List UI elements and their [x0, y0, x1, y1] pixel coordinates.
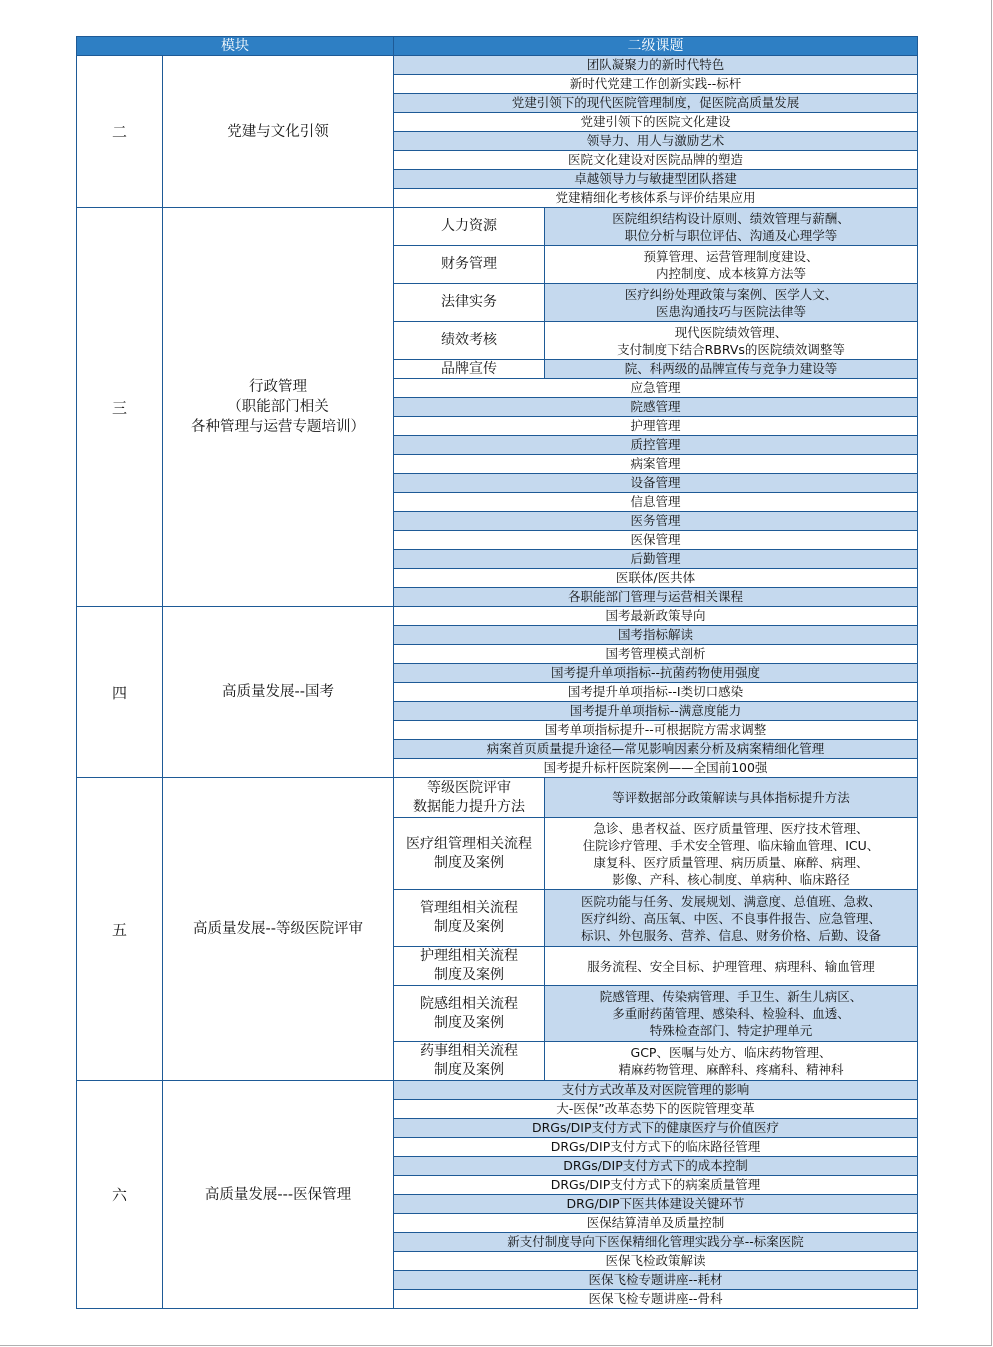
topic-cell: 医保飞检专题讲座--耗材 — [394, 1271, 918, 1290]
topic-cell: DRGs/DIP支付方式下的临床路径管理 — [394, 1138, 918, 1157]
subtopic-detail: 院、科两级的品牌宣传与竞争力建设等 — [545, 360, 918, 379]
subtopic-name: 等级医院评审 数据能力提升方法 — [394, 778, 545, 818]
table-row — [77, 56, 918, 75]
subtopic-detail: 医疗纠纷处理政策与案例、医学人文、 医患沟通技巧与医院法律等 — [545, 284, 918, 322]
topic-cell: 病案首页质量提升途径—常见影响因素分析及病案精细化管理 — [394, 740, 918, 759]
topic-cell: 党建精细化考核体系与评价结果应用 — [394, 189, 918, 208]
section-number: 六 — [77, 1081, 163, 1309]
subtopic-detail: 医院组织结构设计原则、绩效管理与薪酬、 职位分析与职位评估、沟通及心理学等 — [545, 208, 918, 246]
topic-cell: 国考提升单项指标--抗菌药物使用强度 — [394, 664, 918, 683]
topic-cell: 质控管理 — [394, 436, 918, 455]
topic-cell: 新时代党建工作创新实践--标杆 — [394, 75, 918, 94]
topic-cell: 国考提升标杆医院案例——全国前100强 — [394, 759, 918, 778]
topic-cell: 院感管理 — [394, 398, 918, 417]
table-row — [77, 208, 918, 246]
subtopic-name: 人力资源 — [394, 208, 545, 246]
topic-cell: 医院文化建设对医院品牌的塑造 — [394, 151, 918, 170]
topic-cell: 医保结算清单及质量控制 — [394, 1214, 918, 1233]
topic-cell: 各职能部门管理与运营相关课程 — [394, 588, 918, 607]
topic-cell: DRGs/DIP支付方式下的健康医疗与价值医疗 — [394, 1119, 918, 1138]
module-header: 模块 — [77, 37, 394, 56]
subtopic-name: 财务管理 — [394, 246, 545, 284]
topic-cell: 国考单项指标提升--可根据院方需求调整 — [394, 721, 918, 740]
topic-cell: 党建引领下的医院文化建设 — [394, 113, 918, 132]
subtopic-detail: 预算管理、运营管理制度建设、 内控制度、成本核算方法等 — [545, 246, 918, 284]
subtopic-name: 管理组相关流程 制度及案例 — [394, 890, 545, 947]
subtopic-name: 护理组相关流程 制度及案例 — [394, 947, 545, 986]
subtopic-detail: 等评数据部分政策解读与具体指标提升方法 — [545, 778, 918, 818]
topic-cell: 大-医保”改革态势下的医院管理变革 — [394, 1100, 918, 1119]
table-row — [77, 607, 918, 626]
section-number: 四 — [77, 607, 163, 778]
topic-cell: 团队凝聚力的新时代特色 — [394, 56, 918, 75]
topic-cell: 设备管理 — [394, 474, 918, 493]
topic-cell: 新支付制度导向下医保精细化管理实践分享--标案医院 — [394, 1233, 918, 1252]
section-number: 二 — [77, 56, 163, 208]
topic-cell: DRGs/DIP支付方式下的成本控制 — [394, 1157, 918, 1176]
topic-cell: 党建引领下的现代医院管理制度，促医院高质量发展 — [394, 94, 918, 113]
topic-cell: DRG/DIP下医共体建设关键环节 — [394, 1195, 918, 1214]
subtopic-detail: GCP、医嘱与处方、临床药物管理、 精麻药物管理、麻醉科、疼痛科、精神科 — [545, 1042, 918, 1081]
topic-cell: 国考提升单项指标--满意度能力 — [394, 702, 918, 721]
subtopic-name: 法律实务 — [394, 284, 545, 322]
subtopic-name: 品牌宣传 — [394, 360, 545, 379]
topic-cell: 国考提升单项指标--I类切口感染 — [394, 683, 918, 702]
topic-cell: 国考管理模式剖析 — [394, 645, 918, 664]
topic-cell: 医联体/医共体 — [394, 569, 918, 588]
topic-cell: 护理管理 — [394, 417, 918, 436]
course-table — [76, 36, 918, 1309]
topic-cell: 后勤管理 — [394, 550, 918, 569]
topic-cell: 支付方式改革及对医院管理的影响 — [394, 1081, 918, 1100]
topic-cell: 医保飞检政策解读 — [394, 1252, 918, 1271]
section-number: 三 — [77, 208, 163, 607]
topic-cell: 病案管理 — [394, 455, 918, 474]
section-title: 行政管理 （职能部门相关 各种管理与运营专题培训） — [163, 208, 394, 607]
subtopic-name: 药事组相关流程 制度及案例 — [394, 1042, 545, 1081]
topic-cell: 医务管理 — [394, 512, 918, 531]
topic-cell: 医保飞检专题讲座--骨科 — [394, 1290, 918, 1309]
topic-cell: 国考指标解读 — [394, 626, 918, 645]
header-row — [77, 37, 918, 56]
section-title: 高质量发展--等级医院评审 — [163, 778, 394, 1081]
subtopic-detail: 急诊、患者权益、医疗质量管理、医疗技术管理、 住院诊疗管理、手术安全管理、临床输血管理、ICU、 康复科、医疗质量管理、病历质量、麻醉、病理、 影像、产科、核心制度、单病种、临床路径 — [545, 818, 918, 890]
subtopic-name: 医疗组管理相关流程 制度及案例 — [394, 818, 545, 890]
subtopic-name: 绩效考核 — [394, 322, 545, 360]
subtopic-name: 院感组相关流程 制度及案例 — [394, 986, 545, 1042]
section-title: 高质量发展--国考 — [163, 607, 394, 778]
topic-cell: 领导力、用人与激励艺术 — [394, 132, 918, 151]
subtopic-detail: 院感管理、传染病管理、手卫生、新生儿病区、 多重耐药菌管理、感染科、检验科、血透、 特殊检查部门、特定护理单元 — [545, 986, 918, 1042]
topic-cell: 国考最新政策导向 — [394, 607, 918, 626]
topic-cell: 医保管理 — [394, 531, 918, 550]
subtopic-detail: 现代医院绩效管理、 支付制度下结合RBRVs的医院绩效调整等 — [545, 322, 918, 360]
topic-cell: 信息管理 — [394, 493, 918, 512]
subtopic-detail: 服务流程、安全目标、护理管理、病理科、输血管理 — [545, 947, 918, 986]
section-number: 五 — [77, 778, 163, 1081]
topic-cell: DRGs/DIP支付方式下的病案质量管理 — [394, 1176, 918, 1195]
table-row — [77, 1081, 918, 1100]
section-title: 高质量发展---医保管理 — [163, 1081, 394, 1309]
topic-cell: 应急管理 — [394, 379, 918, 398]
topic-cell: 卓越领导力与敏捷型团队搭建 — [394, 170, 918, 189]
table-row — [77, 778, 918, 818]
section-title: 党建与文化引领 — [163, 56, 394, 208]
topics-header: 二级课题 — [394, 37, 918, 56]
subtopic-detail: 医院功能与任务、发展规划、满意度、总值班、急救、 医疗纠纷、高压氧、中医、不良事件报告、应急管理、 标识、外包服务、营养、信息、财务价格、后勤、设备 — [545, 890, 918, 947]
